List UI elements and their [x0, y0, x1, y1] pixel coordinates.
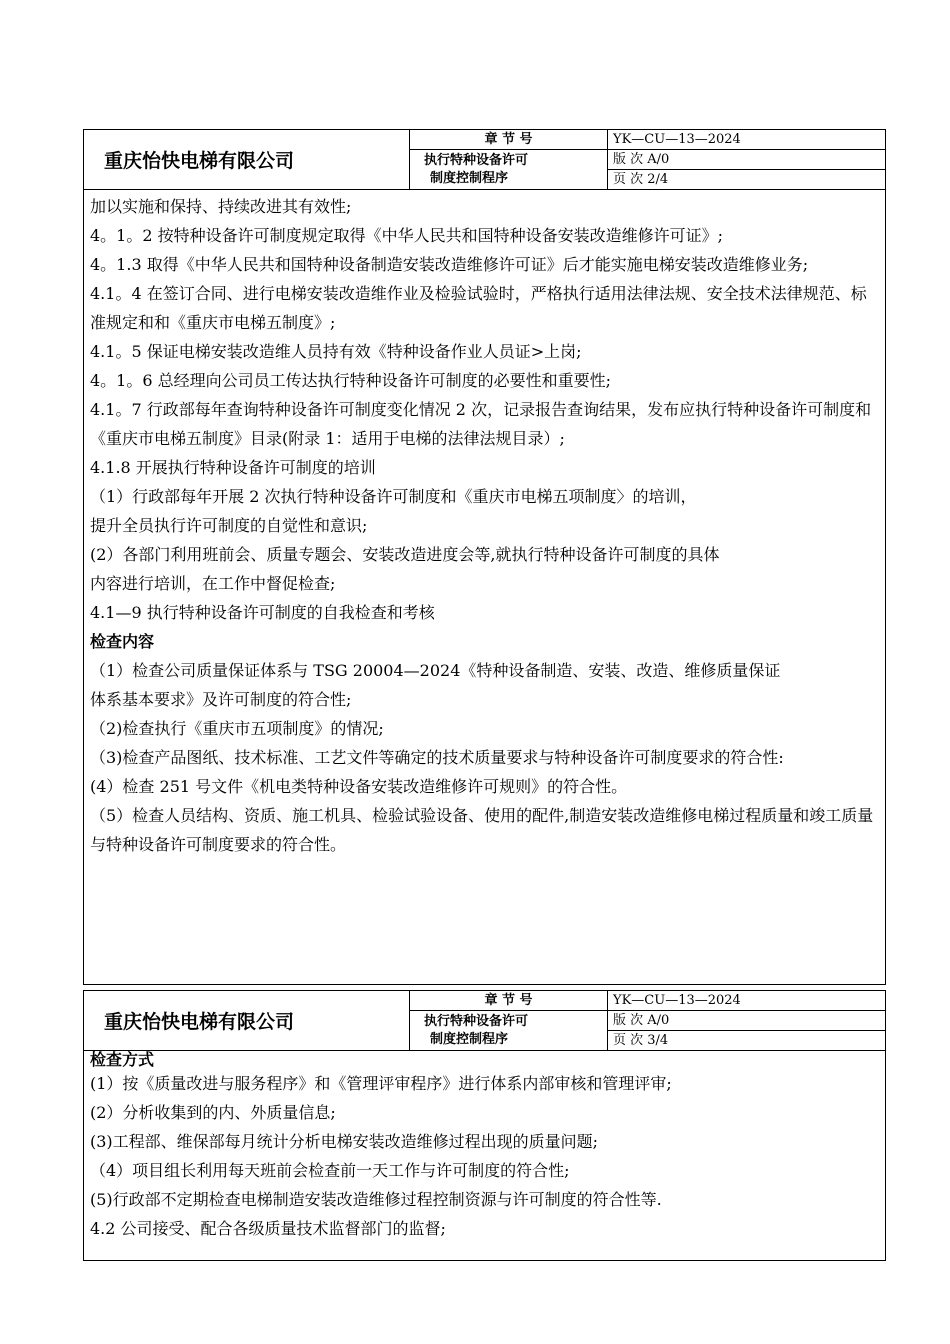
paragraph: 4.1。4 在签订合同、进行电梯安装改造维作业及检验试验时，严格执行适用法律法规、安全技术法律规范、标准规定和和《重庆市电梯五制度》;	[90, 284, 867, 332]
paragraph: （2)检查执行《重庆市五项制度》的情况;	[90, 719, 384, 738]
paragraph: (4）检查 251 号文件《机电类特种设备安装改造维修许可规则》的符合性。	[90, 777, 628, 796]
title-line-1: 执行特种设备许可	[424, 153, 529, 168]
title-line-2: 制度控制程序	[430, 171, 509, 186]
paragraph: (5)行政部不定期检查电梯制造安装改造维修过程控制资源与许可制度的符合性等.	[90, 1190, 662, 1209]
document-section-page-2	[83, 129, 886, 985]
paragraph: 4.1。7 行政部每年查询特种设备许可制度变化情况 2 次，记录报告查询结果，发布应执行特种设备许可制度和《重庆市电梯五制度》目录(附录 1：适用于电梯的法律法规目录）;	[90, 400, 872, 448]
document-title	[410, 1011, 607, 1049]
subheading: 检查方式	[90, 1050, 155, 1069]
subheading: 检查内容	[90, 632, 155, 651]
paragraph: 4.2 公司接受、配合各级质量技术监督部门的监督;	[90, 1219, 446, 1238]
company-name: 重庆怡快电梯有限公司	[84, 991, 410, 1050]
paragraph: （5）检查人员结构、资质、施工机具、检验试验设备、使用的配件,制造安装改造维修电梯过程质量和竣工质量与特种设备许可制度要求的符合性。	[90, 806, 874, 854]
header-middle	[410, 991, 608, 1050]
title-line-2: 制度控制程序	[430, 1032, 509, 1047]
page-number: 页 次 2/4	[613, 172, 669, 187]
document-number: YK—CU—13—2024	[607, 130, 885, 150]
body-text	[84, 190, 885, 859]
paragraph: 提升全员执行许可制度的自觉性和意识;	[90, 516, 368, 535]
section-label: 章 节 号	[410, 130, 607, 150]
paragraph: （1）检查公司质量保证体系与 TSG 20004—2024《特种设备制造、安装、改造、维修质量保证	[90, 661, 781, 680]
paragraph: 4.1—9 执行特种设备许可制度的自我检查和考核	[90, 603, 435, 622]
paragraph: 4.1。5 保证电梯安装改造维人员持有效《特种设备作业人员证>上岗;	[90, 342, 582, 361]
paragraph: (1）按《质量改进与服务程序》和《管理评审程序》进行体系内部审核和管理评审;	[90, 1074, 672, 1093]
header-middle	[410, 130, 608, 189]
paragraph: (2）分析收集到的内、外质量信息;	[90, 1103, 336, 1122]
paragraph: 加以实施和保持、持续改进其有效性;	[90, 197, 352, 216]
paragraph: 体系基本要求》及许可制度的符合性;	[90, 690, 352, 709]
version: 版 次 A/0	[607, 1011, 885, 1031]
document-title	[410, 150, 607, 188]
paragraph: 4。1。6 总经理向公司员工传达执行特种设备许可制度的必要性和重要性;	[90, 371, 612, 390]
header-meta	[607, 991, 885, 1050]
version: 版 次 A/0	[607, 150, 885, 170]
paragraph: （3)检查产品图纸、技术标准、工艺文件等确定的技术质量要求与特种设备许可制度要求的符合性:	[90, 748, 784, 767]
document-section-page-3	[83, 990, 886, 1261]
body-text	[84, 1051, 885, 1243]
title-line-1: 执行特种设备许可	[424, 1014, 529, 1029]
paragraph: 4。1.3 取得《中华人民共和国特种设备制造安装改造维修许可证》后才能实施电梯安装改造维修业务;	[90, 255, 809, 274]
document-header	[84, 130, 885, 190]
section-label: 章 节 号	[410, 991, 607, 1011]
paragraph: （4）项目组长利用每天班前会检查前一天工作与许可制度的符合性;	[90, 1161, 570, 1180]
header-meta	[607, 130, 885, 189]
page-number: 页 次 3/4	[613, 1033, 669, 1048]
paragraph: 4。1。2 按特种设备许可制度规定取得《中华人民共和国特种设备安装改造维修许可证》;	[90, 226, 724, 245]
paragraph: (2）各部门利用班前会、质量专题会、安装改造进度会等,就执行特种设备许可制度的具体	[90, 545, 720, 564]
company-name: 重庆怡快电梯有限公司	[84, 130, 410, 189]
paragraph: 4.1.8 开展执行特种设备许可制度的培训	[90, 458, 376, 477]
paragraph: (3)工程部、维保部每月统计分析电梯安装改造维修过程出现的质量问题;	[90, 1132, 599, 1151]
paragraph: 内容进行培训，在工作中督促检查;	[90, 574, 336, 593]
document-header	[84, 991, 885, 1051]
document-number: YK—CU—13—2024	[607, 991, 885, 1011]
paragraph: （1）行政部每年开展 2 次执行特种设备许可制度和《重庆市电梯五项制度〉的培训，	[90, 487, 697, 506]
